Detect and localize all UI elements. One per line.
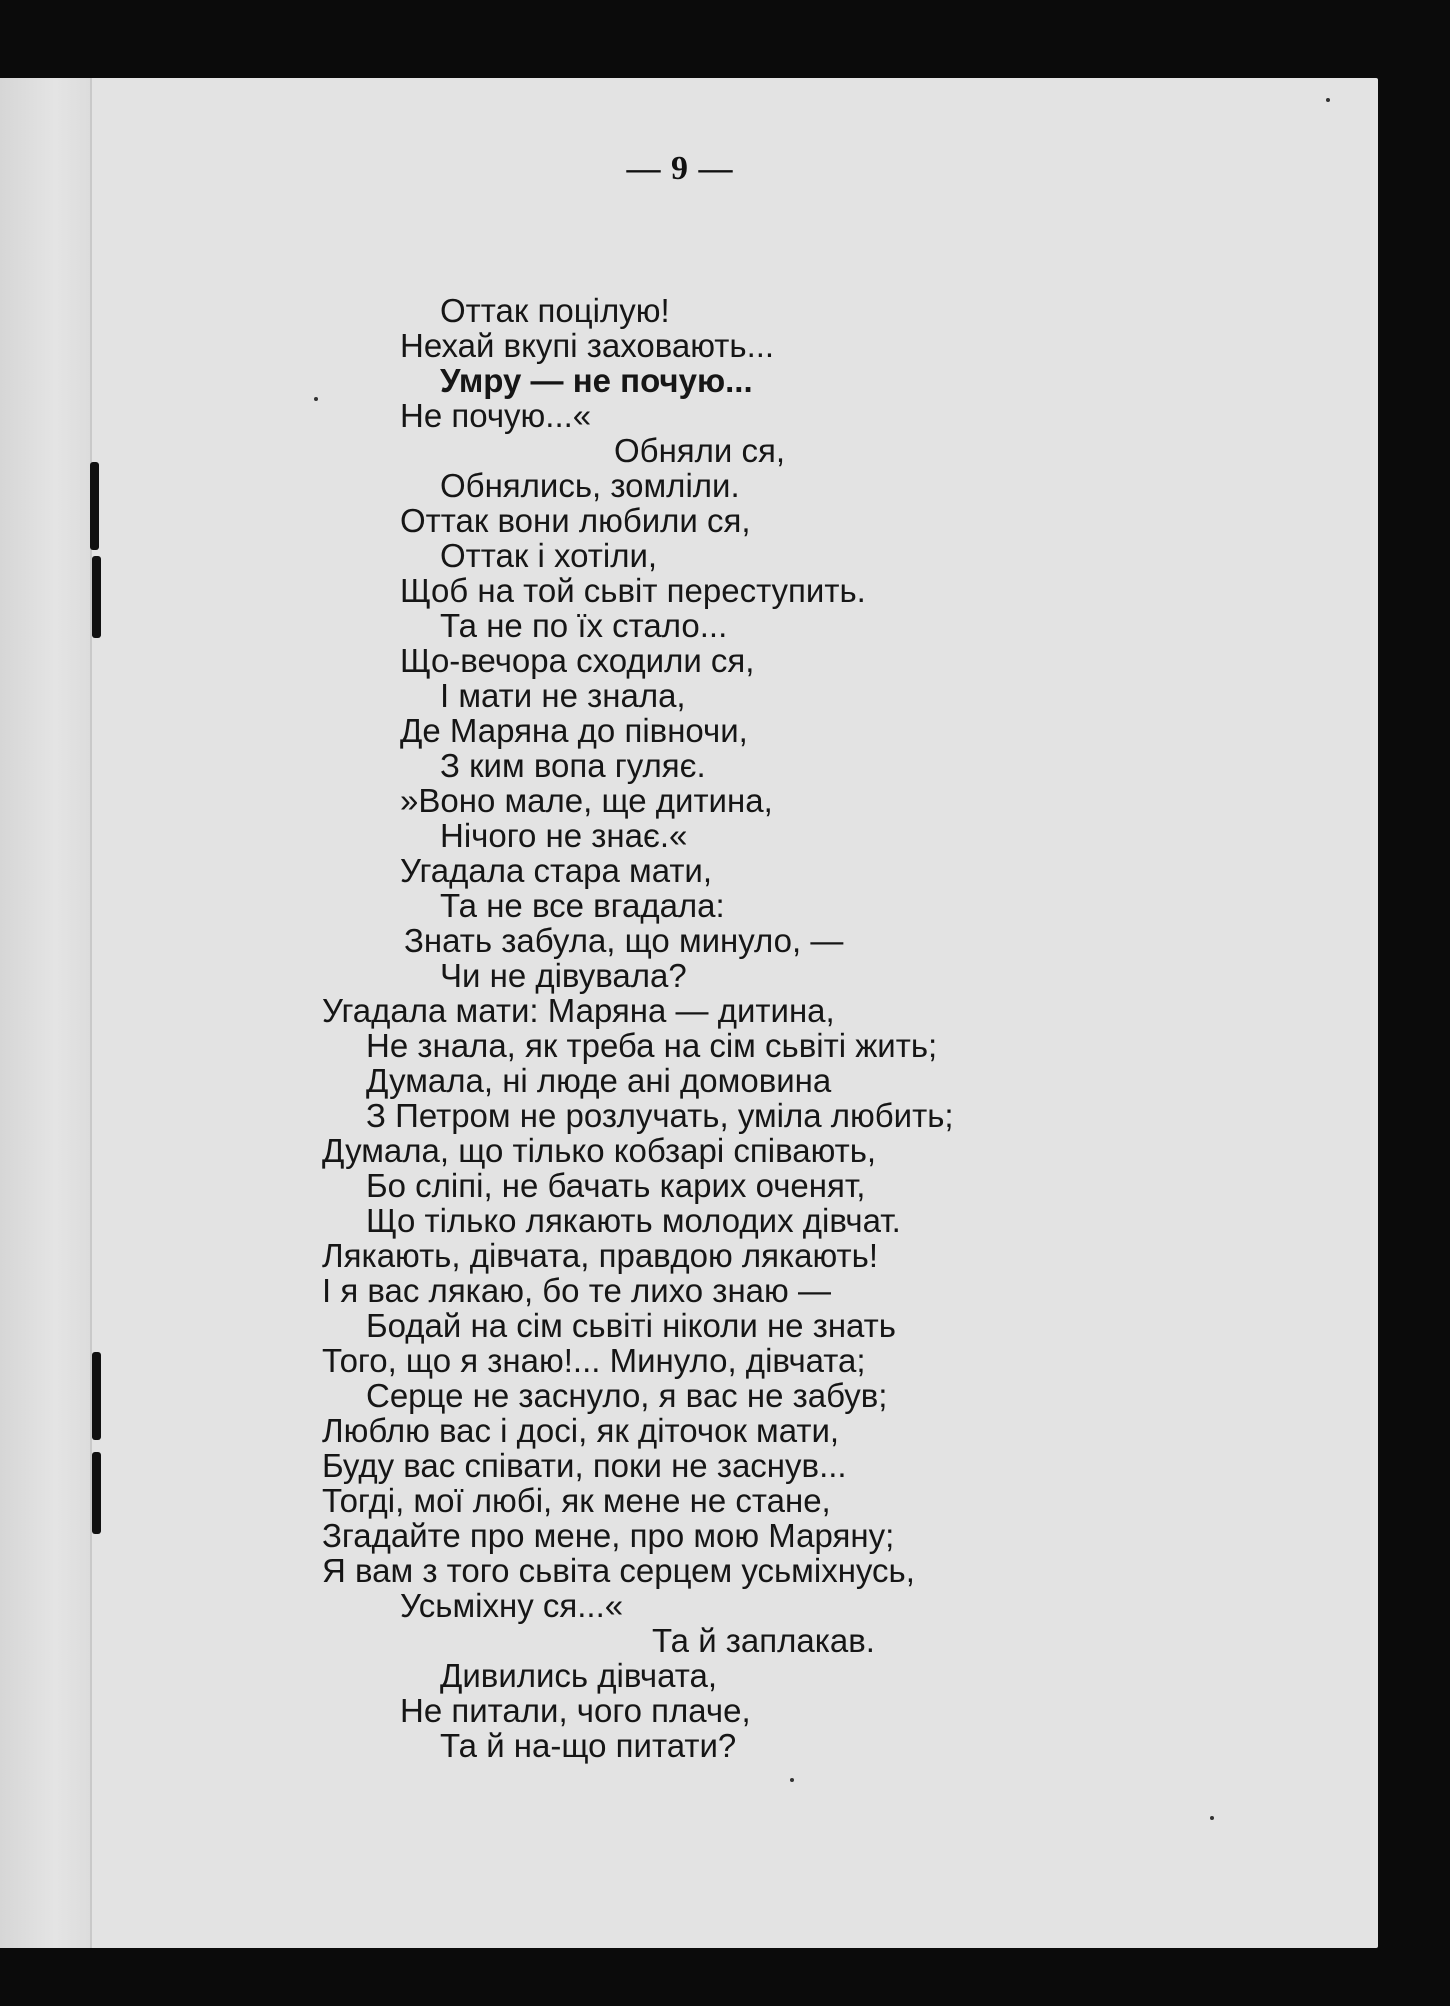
poem-line: Серце не заснуло, я вас не забув; [366, 1377, 888, 1414]
binding-mark [92, 556, 101, 638]
poem-line: Оттак і хотіли, [440, 537, 658, 574]
poem-line: Не почую...« [400, 397, 592, 434]
poem-line: Лякають, дівчата, правдою лякають! [322, 1237, 879, 1274]
poem-line: Усьміхну ся...« [400, 1587, 624, 1624]
poem-line: І мати не знала, [440, 677, 686, 714]
binding-mark [92, 1352, 101, 1440]
poem-line: Знать забула, що минуло, — [404, 922, 844, 959]
poem-line: Обняли ся, [614, 432, 786, 469]
poem-line: Нічого не знає.« [440, 817, 688, 854]
binding-mark [90, 462, 99, 550]
binding-mark [92, 1452, 101, 1534]
poem-line: Щоб на той сьвіт переступить. [400, 572, 866, 609]
poem-line: Не знала, як треба на сім сьвіті жить; [366, 1027, 938, 1064]
poem-line: Що тілько лякають молодих дівчат. [366, 1202, 901, 1239]
poem-line: Тогді, мої любі, як мене не стане, [322, 1482, 831, 1519]
page-gutter [0, 78, 92, 1948]
poem-line: Я вам з того сьвіта серцем усьміхнусь, [322, 1552, 915, 1589]
poem-line: З Петром не розлучать, уміла любить; [366, 1097, 954, 1134]
speck [790, 1778, 794, 1782]
poem-line: Думала, ні люде ані домовина [366, 1062, 832, 1099]
poem-line: Не питали, чого плаче, [400, 1692, 751, 1729]
poem-line: Дивились дівчата, [440, 1657, 718, 1694]
fold-line [90, 78, 92, 1948]
poem-line: Угадала стара мати, [400, 852, 713, 889]
speck [1210, 1816, 1214, 1820]
poem-line: Де Маряна до півночи, [400, 712, 748, 749]
poem-line: Угадала мати: Маряна — дитина, [322, 992, 835, 1029]
poem-line: Буду вас співати, поки не заснув... [322, 1447, 847, 1484]
poem-line: Чи не дівувала? [440, 957, 687, 994]
poem-line: Та й на-що питати? [440, 1727, 737, 1764]
poem-line: Умру — не почую... [440, 362, 753, 399]
poem-line: Люблю вас і досі, як діточок мати, [322, 1412, 840, 1449]
poem-line: Та не все вгадала: [440, 887, 725, 924]
poem-line: Обнялись, зомліли. [440, 467, 740, 504]
poem-line: З ким вопа гуляє. [440, 747, 706, 784]
poem-line: Та й заплакав. [652, 1622, 875, 1659]
poem-line: Оттак поцілую! [440, 292, 670, 329]
poem-line: Того, що я знаю!... Минуло, дівчата; [322, 1342, 866, 1379]
poem-line: Нехай вкупі заховають... [400, 327, 775, 364]
poem-line: Бодай на сім сьвіті ніколи не знать [366, 1307, 896, 1344]
speck [1326, 98, 1330, 102]
poem-line: Що-вечора сходили ся, [400, 642, 755, 679]
page-number: — 9 — [626, 150, 734, 187]
poem-line: Та не по їх стало... [440, 607, 728, 644]
poem-line: Думала, що тілько кобзарі співають, [322, 1132, 877, 1169]
poem-line: »Воно мале, ще дитина, [400, 782, 773, 819]
speck [314, 397, 318, 401]
poem-line: Згадайте про мене, про мою Маряну; [322, 1517, 895, 1554]
poem-line: І я вас лякаю, бо те лихо знаю — [322, 1272, 831, 1309]
poem-line: Оттак вони любили ся, [400, 502, 751, 539]
poem-line: Бо сліпі, не бачать карих оченят, [366, 1167, 866, 1204]
